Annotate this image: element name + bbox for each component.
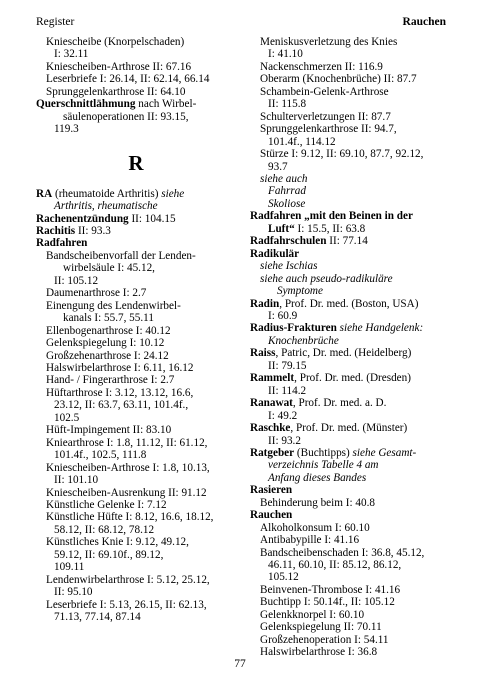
entry-text: kanals I: 55.7, 55.11 (63, 312, 154, 325)
entry-text: 101.4f., 114.12 (268, 135, 336, 148)
index-subentry (36, 511, 236, 523)
cross-reference: siehe (161, 187, 185, 200)
index-subentry (250, 571, 450, 583)
index-column-left (36, 36, 236, 623)
entry-text: Daumenarthrose I: 2.7 (46, 287, 147, 300)
entry-text: Gelenkknorpel I: 60.10 (260, 608, 365, 621)
index-entry (250, 422, 450, 434)
entry-text: Künstliches Knie I: 9.12, 49.12, (46, 536, 189, 549)
cross-reference: siehe Handgelenk: (339, 322, 424, 335)
entry-text: II: 104.15 (128, 212, 176, 225)
entry-text: Großzehenarthrose I: 24.12 (46, 349, 169, 362)
entry-text: Schambein-Gelenk-Arthrose (260, 85, 389, 98)
index-subentry (250, 61, 450, 73)
entry-text: (Buchtipps) (294, 446, 353, 459)
entry-text: II: 79.15 (268, 359, 307, 372)
index-subentry (250, 161, 450, 173)
index-subentry (36, 36, 236, 48)
index-subentry (250, 310, 450, 322)
index-subentry (36, 474, 236, 486)
entry-text: II: 101.10 (54, 474, 99, 487)
index-subentry (36, 487, 236, 499)
entry-text: Leserbriefe I: 26.14, II: 62.14, 66.14 (46, 73, 210, 86)
entry-text: Antibabypille I: 41.16 (260, 534, 360, 547)
entry-text: , Prof. Dr. med. (Boston, USA) (279, 297, 419, 310)
index-subentry (36, 287, 236, 299)
index-subentry (250, 609, 450, 621)
entry-text: Schulterverletzungen II: 87.7 (260, 110, 391, 123)
entry-term: Radin (250, 297, 280, 310)
entry-term: Rachitis (36, 224, 76, 237)
entry-text: II: 95.10 (54, 586, 93, 599)
entry-text: , Patric, Dr. med. (Heidelberg) (275, 347, 412, 360)
entry-text: I: 60.9 (268, 309, 298, 322)
entry-text: Halswirbelarthrose I: 6.11, 16.12 (46, 361, 194, 374)
index-subentry (36, 312, 236, 324)
entry-text: Hand- / Fingerarthrose I: 2.7 (46, 374, 175, 387)
index-subentry (250, 410, 450, 422)
index-subentry (250, 273, 450, 285)
index-subentry (36, 462, 236, 474)
index-subentry (36, 586, 236, 598)
entry-term: Rasieren (250, 484, 293, 497)
index-subentry (36, 611, 236, 623)
entry-term: Radius-Frakturen (250, 322, 337, 335)
cross-reference: siehe auch (260, 172, 308, 185)
index-subentry (250, 73, 450, 85)
entry-text: Halswirbelarthrose I: 36.8 (260, 646, 378, 659)
index-column-right (250, 36, 450, 659)
entry-text: Hüftarthrose I: 3.12, 13.12, 16.6, (46, 386, 194, 399)
index-subentry (36, 549, 236, 561)
entry-text: Meniskusverletzung des Knies (260, 36, 398, 48)
index-subentry (250, 646, 450, 658)
index-subentry (36, 449, 236, 461)
cross-reference: verzeichnis Tabelle 4 am (268, 459, 379, 472)
index-subentry (36, 337, 236, 349)
entry-text: Hüft-Impingement II: 83.10 (46, 424, 172, 437)
cross-reference: Skoliose (268, 197, 306, 210)
index-subentry (250, 98, 450, 110)
entry-text: Leserbriefe I: 5.13, 26.15, II: 62.13, (46, 598, 207, 611)
index-subentry (36, 599, 236, 611)
index-subentry (36, 61, 236, 73)
entry-term: Radfahren „mit den Beinen in der (250, 210, 413, 223)
index-subentry (36, 262, 236, 274)
entry-text: 71.13, 77.14, 87.14 (54, 611, 141, 624)
entry-text: II: 115.8 (268, 98, 307, 111)
index-subentry (36, 250, 236, 262)
entry-term: Rammelt (250, 372, 295, 385)
section-letter: R (128, 150, 144, 175)
entry-text: 93.7 (268, 160, 288, 173)
index-entry (250, 322, 450, 334)
index-subentry (250, 547, 450, 559)
index-subentry (36, 48, 236, 60)
cross-reference: Symptome (277, 285, 323, 298)
running-header-right: Rauchen (402, 16, 446, 28)
entry-text: Kniescheiben-Arthrose II: 67.16 (46, 60, 192, 73)
index-subentry (36, 362, 236, 374)
entry-text: wirbelsäule I: 45.12, (63, 262, 155, 275)
entry-text: II: 93.3 (75, 224, 111, 237)
entry-text: Oberarm (Knochenbrüche) II: 87.7 (260, 73, 417, 86)
index-subentry (36, 424, 236, 436)
page-number: 77 (234, 658, 246, 670)
entry-text: Kniearthrose I: 1.8, 11.12, II: 61.12, (46, 436, 208, 449)
index-subentry (250, 534, 450, 546)
entry-term: Ratgeber (250, 446, 295, 459)
index-subentry (250, 335, 450, 347)
index-subentry (250, 223, 450, 235)
entry-term: Raiss (250, 347, 276, 360)
index-subentry (250, 385, 450, 397)
entry-text: Nackenschmerzen II: 116.9 (260, 60, 383, 73)
entry-text: Gelenkspiegelung II: 70.11 (260, 621, 382, 634)
index-subentry (250, 522, 450, 534)
entry-text: Behinderung beim I: 40.8 (260, 496, 375, 509)
entry-text: 105.12 (268, 571, 299, 584)
index-entry (250, 484, 450, 496)
index-subentry (36, 561, 236, 573)
entry-text: 101.4f., 102.5, 111.8 (54, 449, 147, 462)
entry-term: Ranawat (250, 397, 293, 410)
cross-reference: Anfang dieses Bandes (268, 471, 367, 484)
index-entry (250, 509, 450, 521)
entry-term: Radfahren (36, 237, 88, 250)
entry-text: Kniescheiben-Arthrose I: 1.8, 10.13, (46, 461, 210, 474)
index-entry (250, 372, 450, 384)
entry-text: I: 32.11 (54, 48, 89, 61)
index-subentry (250, 136, 450, 148)
entry-term: Rauchen (250, 509, 293, 522)
entry-term: Raschke (250, 422, 291, 435)
index-subentry (36, 437, 236, 449)
entry-text: Beinvenen-Thrombose I: 41.16 (260, 583, 401, 596)
index-entry (36, 237, 236, 249)
entry-text: 102.5 (54, 411, 80, 424)
entry-text: Künstliche Hüfte I: 8.12, 16.6, 18.12, (46, 511, 214, 524)
index-subentry (36, 123, 236, 135)
entry-text: säulenoperationen II: 93.15, (63, 110, 189, 123)
entry-text: 46.11, 60.10, II: 85.12, 86.12, (268, 559, 402, 572)
entry-text: 109.11 (54, 561, 85, 574)
entry-text: Einengung des Lendenwirbel- (46, 299, 181, 312)
index-subentry (36, 399, 236, 411)
index-subentry (250, 198, 450, 210)
index-subentry (250, 472, 450, 484)
entry-term: Radikulär (250, 247, 300, 260)
index-subentry (36, 387, 236, 399)
running-header-left: Register (36, 16, 75, 28)
entry-text: II: 105.12 (54, 274, 99, 287)
index-subentry (250, 185, 450, 197)
index-entry (36, 225, 236, 237)
entry-text: Bandscheibenvorfall der Lenden- (46, 249, 196, 262)
index-subentry (36, 73, 236, 85)
cross-reference: Knochenbrüche (268, 334, 339, 347)
index-subentry (36, 499, 236, 511)
entry-text: Sprunggelenkarthrose II: 64.10 (46, 85, 186, 98)
index-entry (250, 248, 450, 260)
index-entry (36, 98, 236, 110)
index-subentry (250, 435, 450, 447)
entry-text: II: 114.2 (268, 384, 307, 397)
entry-text: Lendenwirbelarthrose I: 5.12, 25.12, (46, 573, 210, 586)
cross-reference: Arthritis, rheumatische (54, 200, 158, 213)
entry-text: nach Wirbel- (135, 98, 197, 111)
entry-text: , Prof. Dr. med. (Münster) (290, 422, 408, 435)
entry-text: Bandscheibenschaden I: 36.8, 45.12, (260, 546, 425, 559)
index-subentry (36, 300, 236, 312)
entry-text: Alkoholkonsum I: 60.10 (260, 521, 370, 534)
entry-term: Querschnittlähmung (36, 98, 136, 111)
index-subentry (36, 374, 236, 386)
entry-term: Radfahrschulen (250, 235, 327, 248)
index-entry (36, 213, 236, 225)
index-subentry (36, 350, 236, 362)
cross-reference: siehe Ischias (260, 260, 318, 273)
index-subentry (250, 559, 450, 571)
entry-text: 59.12, II: 69.10f., 89.12, (54, 548, 164, 561)
entry-text: II: 93.2 (268, 434, 301, 447)
entry-term: Luft“ (268, 222, 295, 235)
entry-text: 23.12, II: 63.7, 63.11, 101.4f., (54, 399, 189, 412)
index-subentry (250, 584, 450, 596)
entry-text: Kniescheiben-Ausrenkung II: 91.12 (46, 486, 207, 499)
index-subentry (250, 360, 450, 372)
index-subentry (250, 86, 450, 98)
index-subentry (250, 634, 450, 646)
index-subentry (250, 596, 450, 608)
index-subentry (250, 36, 450, 48)
entry-text: 119.3 (54, 123, 79, 136)
index-subentry (250, 48, 450, 60)
index-entry (250, 298, 450, 310)
index-subentry (36, 524, 236, 536)
index-subentry (250, 123, 450, 135)
cross-reference: Fahrrad (268, 185, 306, 198)
entry-text: , Prof. Dr. med. (Dresden) (294, 372, 411, 385)
cross-reference: siehe Gesamt- (352, 446, 417, 459)
entry-term: Rachenentzündung (36, 212, 129, 225)
entry-text: , Prof. Dr. med. a. D. (292, 397, 387, 410)
index-entry (36, 188, 236, 200)
index-subentry (36, 86, 236, 98)
entry-text: 58.12, II: 68.12, 78.12 (54, 523, 155, 536)
entry-text: Gelenkspiegelung I: 10.12 (46, 337, 165, 350)
entry-text: I: 15.5, II: 63.8 (294, 222, 366, 235)
index-subentry (36, 275, 236, 287)
index-entry (250, 397, 450, 409)
index-entry (250, 347, 450, 359)
entry-term: RA (36, 187, 53, 200)
entry-text: Künstliche Gelenke I: 7.12 (46, 498, 167, 511)
entry-text: Sprunggelenkarthrose II: 94.7, (260, 123, 397, 136)
index-subentry (250, 260, 450, 272)
index-entry (250, 447, 450, 459)
index-subentry (36, 574, 236, 586)
index-subentry (36, 536, 236, 548)
cross-reference: siehe auch pseudo-radikuläre (260, 272, 393, 285)
entry-text: I: 41.10 (268, 48, 303, 61)
index-subentry (250, 621, 450, 633)
entry-text: Ellenbogenarthrose I: 40.12 (46, 324, 171, 337)
index-subentry (250, 285, 450, 297)
entry-text: Stürze I: 9.12, II: 69.10, 87.7, 92.12, (260, 148, 424, 161)
index-subentry (36, 200, 236, 212)
index-entry (250, 235, 450, 247)
entry-text: Kniescheibe (Knorpelschaden) (46, 36, 185, 48)
index-subentry (250, 148, 450, 160)
index-subentry (250, 497, 450, 509)
entry-text: Großzehenoperation I: 54.11 (260, 633, 389, 646)
entry-text: Buchtipp I: 50.14f., II: 105.12 (260, 596, 395, 609)
entry-text: II: 77.14 (326, 235, 368, 248)
index-subentry (36, 111, 236, 123)
index-subentry (250, 111, 450, 123)
index-subentry (36, 325, 236, 337)
index-subentry (250, 459, 450, 471)
index-entry (250, 210, 450, 222)
index-subentry (250, 173, 450, 185)
index-subentry (36, 412, 236, 424)
entry-text: (rheumatoide Arthritis) (52, 187, 162, 200)
entry-text: I: 49.2 (268, 409, 298, 422)
